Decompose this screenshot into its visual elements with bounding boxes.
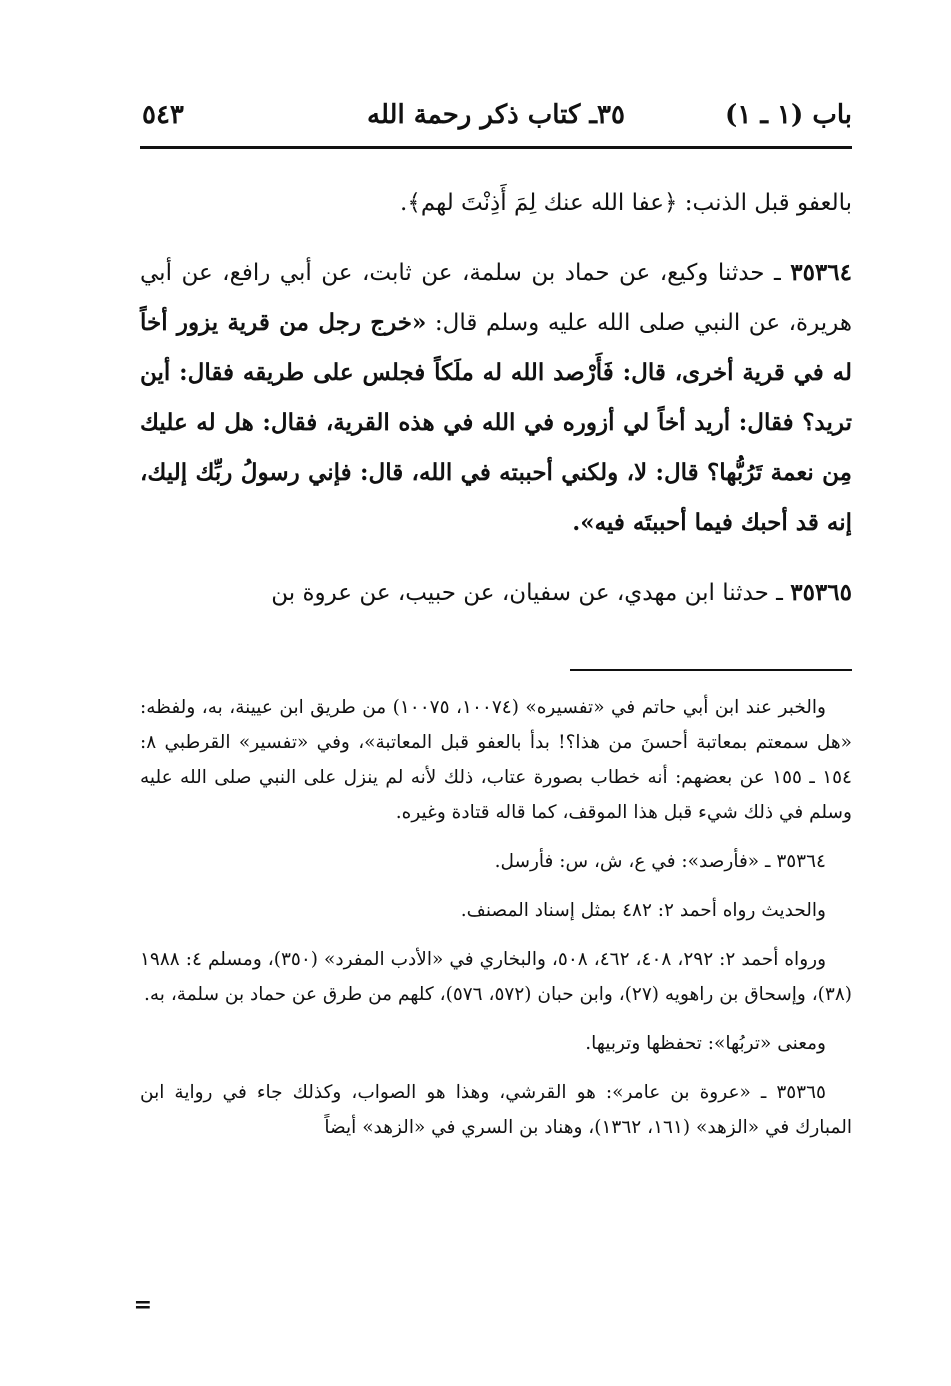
footnote-tafsir: والخبر عند ابن أبي حاتم في «تفسيره» (١٠٠٧٤، ١٠٠٧٥) من طريق ابن عيينة، به، ولفظه: «هل سمعتم بمعاتبة أحسنَ من هذا؟! بدأ بالعفو قبل المعاتبة»، وفي «تفسير» القرطبي ٨: ١٥٤ ـ ١٥٥ عن بعضهم: أنه خطاب بصورة عتاب، ذلك لأنه لم ينزل على النبي صلى الله عليه وسلم في ذلك شيء قبل هذا الموقف، كما قاله قتادة وغيره. [140,697,852,823]
book-page [133,0,852,1386]
hadith-text: «خرج رجل من قرية يزور أخاً له في قرية أخرى، قال: فَأَرْصد الله له ملَكاً فجلس على طريقه فقال: أين تريد؟ فقال: أريد أخاً لي أزوره في الله في هذه القرية، فقال: هل له عليك مِن نعمة تَرُبُّها؟ قال: لا، ولكني أحببته في الله، قال: فإني رسولُ ربِّك إليك، إنه قد أحبك فيما أحببتَه فيه». [140,309,852,536]
main-text [140,178,852,638]
page-number: ٥٤٣ [142,100,184,130]
book-title: ٣٥ـ كتاب ذكر رحمة الله [367,100,625,130]
hadith-chain: ـ حدثنا وكيع، عن حماد بن سلمة، عن ثابت، عن أبي رافع، عن أبي هريرة، عن النبي صلى الله عليه وسلم قال: [140,260,852,336]
intro-line: بالعفو قبل الذنب: ﴿عفا الله عنك لِمَ أَذِنْتَ لهم﴾. [400,190,852,216]
chapter-label: باب (١ ـ ١) [725,100,852,130]
continuation-mark: = [133,1292,152,1318]
footnotes [140,690,852,1159]
footnote-number: ٣٥٣٦٥ [776,1082,826,1103]
footnote-takhrij: ورواه أحمد ٢: ٢٩٢، ٤٠٨، ٤٦٢، ٥٠٨، والبخاري في «الأدب المفرد» (٣٥٠)، ومسلم ٤: ١٩٨٨ (٣٨)، وإسحاق بن راهويه (٢٧)، وابن حبان (٥٧٢، ٥٧٦)، كلهم من طرق عن حماد بن سلمة، به. [140,949,852,1005]
hadith-35364 [140,248,852,548]
footnote-meaning: ومعنى «تربُها»: تحفظها وتربيها. [585,1033,826,1054]
hadith-number: ٣٥٣٦٤ [790,259,852,286]
footnote-ahmad: والحديث رواه أحمد ٢: ٤٨٢ بمثل إسناد المصنف. [460,900,826,921]
hadith-number: ٣٥٣٦٥ [790,579,852,606]
footnote-text: ـ «فأرصد»: في ع، ش، س: فأرسل. [494,851,777,872]
footnote-text: ـ «عروة بن عامر»: هو القرشي، وهذا هو الصواب، وكذلك جاء في رواية ابن المبارك في «الزهد» (١٦١، ١٣٦٢)، وهناد بن السري في «الزهد» أيضاً [140,1082,852,1138]
hadith-35365 [140,568,852,618]
footnote-35364 [140,844,852,879]
footnote-separator [570,669,852,671]
page-header [140,92,852,136]
footnote-35365 [140,1075,852,1145]
hadith-chain: ـ حدثنا ابن مهدي، عن سفيان، عن حبيب، عن عروة بن [271,580,791,606]
header-rule [140,146,852,149]
footnote-number: ٣٥٣٦٤ [776,851,826,872]
